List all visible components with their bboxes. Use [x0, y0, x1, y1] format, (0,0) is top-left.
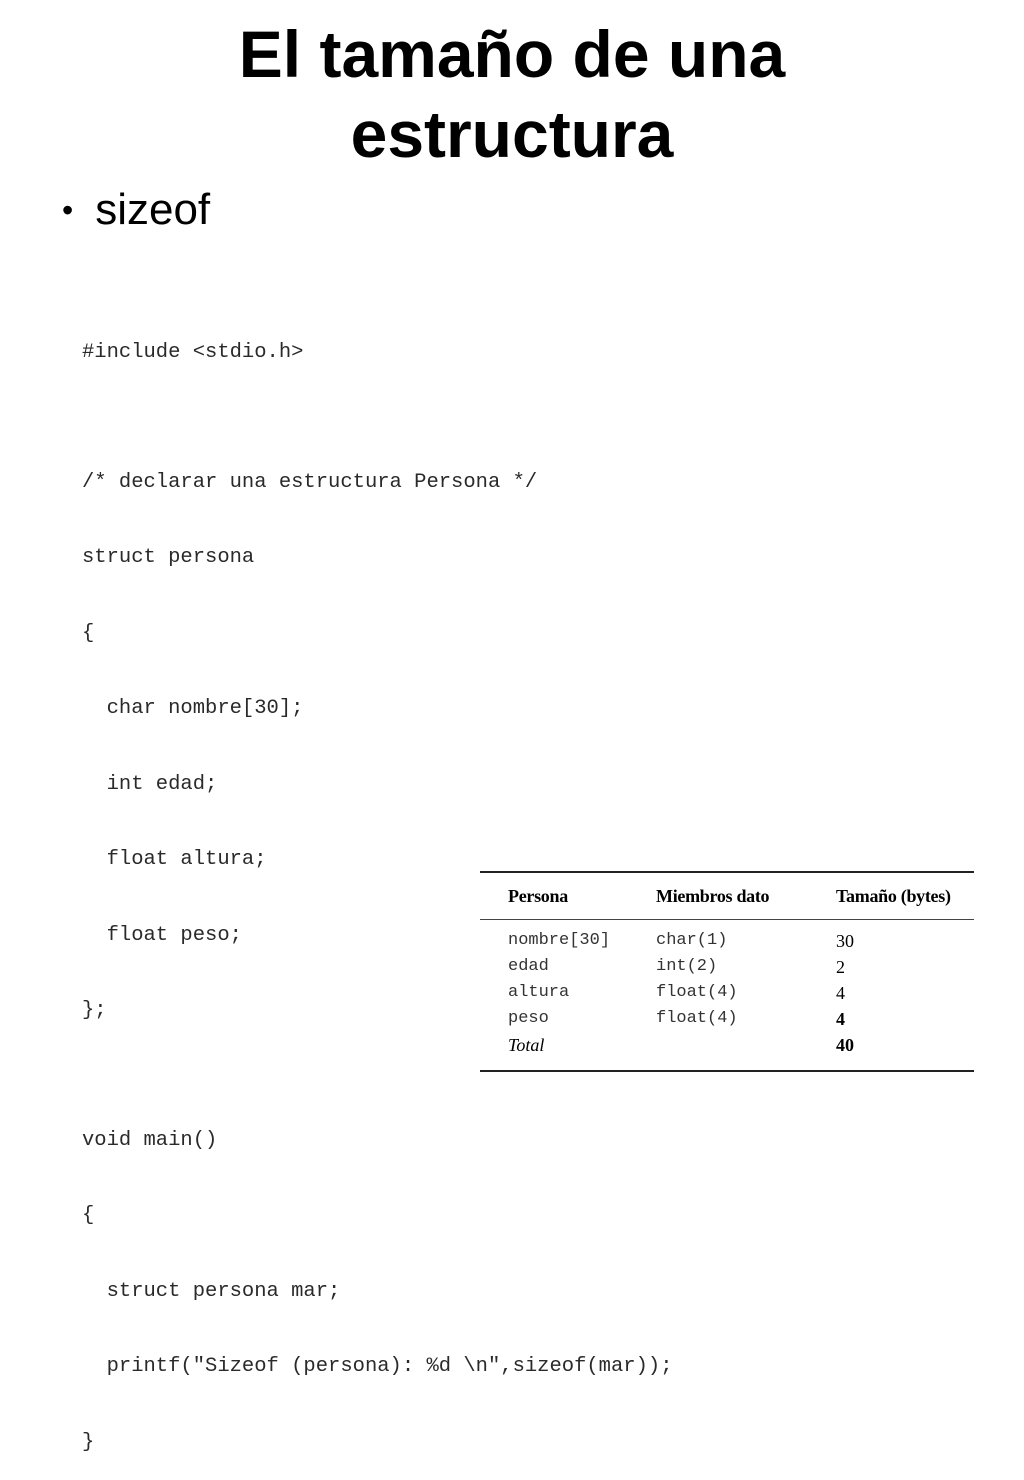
code-gap — [82, 414, 673, 422]
code-line: int edad; — [82, 772, 218, 796]
code-line: float peso; — [82, 923, 242, 947]
header-miembros-dato: Miembros dato — [656, 885, 770, 906]
code-line: }; — [82, 999, 107, 1022]
cell-miembro — [656, 1032, 834, 1058]
cell-size: 4 — [836, 1009, 845, 1029]
code-line: struct persona — [82, 546, 255, 569]
size-table — [480, 871, 974, 1072]
code-gap — [82, 1072, 673, 1080]
title-line-2: estructura — [350, 97, 674, 171]
code-line: float altura; — [82, 848, 267, 871]
bullet-icon: • — [62, 192, 74, 228]
code-line: } — [82, 1430, 95, 1454]
code-line: #include <stdio.h> — [82, 341, 304, 364]
page-title — [0, 14, 1024, 174]
cell-miembro: char(1) — [656, 931, 728, 950]
cell-size: 30 — [836, 931, 854, 951]
cell-total-label: Total — [508, 1035, 545, 1055]
code-line: char nombre[30]; — [82, 697, 304, 720]
table-bottom-rule — [480, 1070, 974, 1072]
table-body — [480, 920, 974, 1070]
bullet-item — [62, 182, 210, 238]
code-line: struct persona mar; — [82, 1279, 341, 1303]
code-line: { — [82, 621, 95, 645]
cell-total-size: 40 — [836, 1035, 854, 1055]
table-row — [480, 1006, 974, 1032]
bullet-text: sizeof — [95, 185, 211, 234]
cell-miembro: int(2) — [656, 957, 718, 976]
table-total-row — [480, 1032, 974, 1058]
table-header-row — [480, 873, 974, 919]
cell-size: 4 — [836, 983, 845, 1003]
cell-miembro: float(4) — [656, 983, 738, 1002]
code-line: { — [82, 1204, 95, 1227]
header-persona: Persona — [508, 885, 568, 906]
code-line: /* declarar una estructura Persona */ — [82, 470, 538, 494]
cell-size: 2 — [836, 957, 845, 977]
table-row — [480, 928, 974, 954]
table-row — [480, 980, 974, 1006]
cell-persona: peso — [508, 1009, 549, 1028]
cell-persona: edad — [508, 957, 549, 976]
cell-miembro: float(4) — [656, 1009, 738, 1028]
code-line: printf("Sizeof (persona): %d \n",sizeof(mar)); — [82, 1355, 673, 1378]
header-tamano-bytes: Tamaño (bytes) — [836, 885, 951, 906]
table-row — [480, 954, 974, 980]
title-line-1: El tamaño de una — [238, 17, 786, 91]
cell-persona: nombre[30] — [508, 931, 611, 950]
code-line: void main() — [82, 1128, 218, 1152]
cell-persona: altura — [508, 983, 570, 1002]
